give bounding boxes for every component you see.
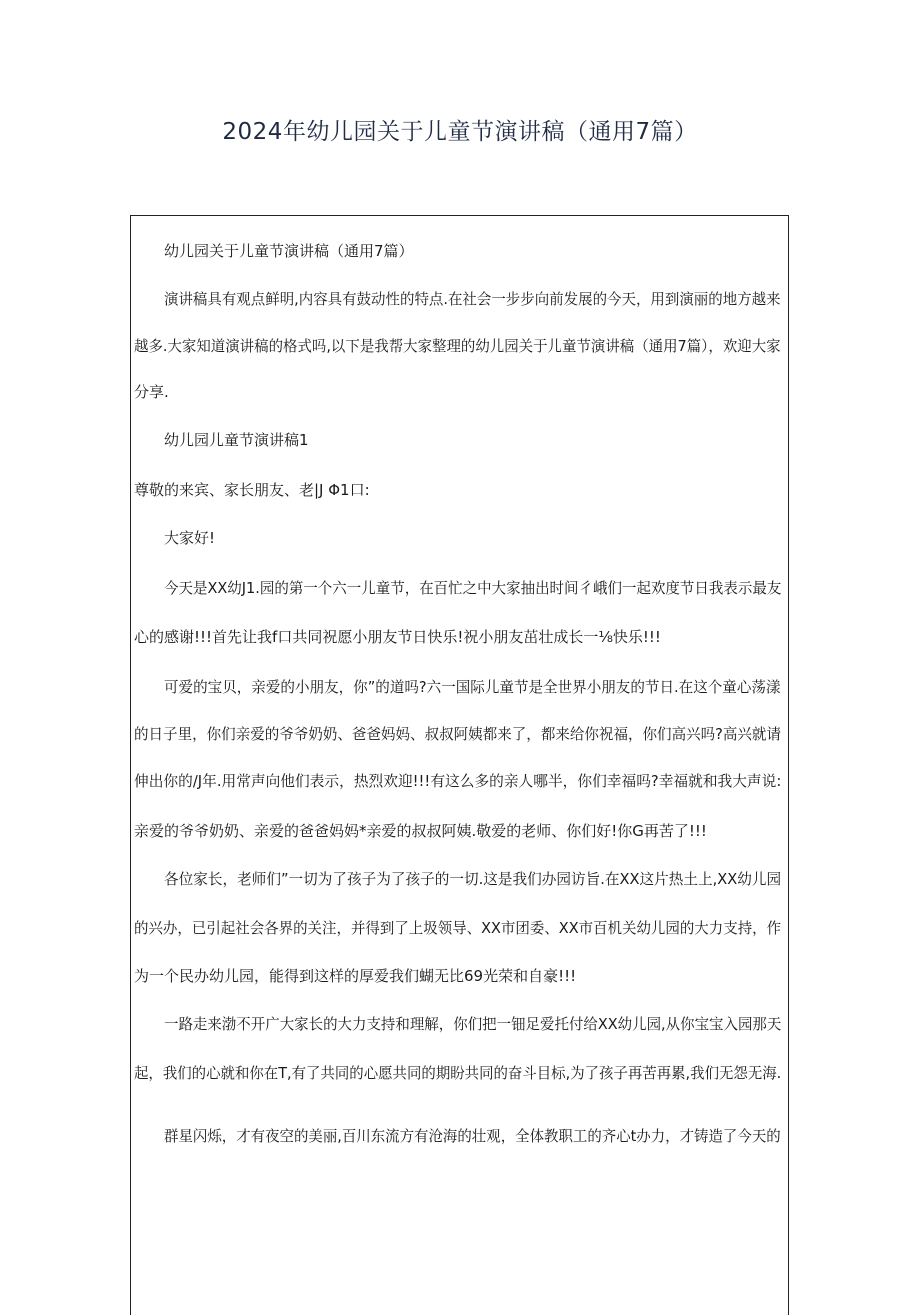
- paragraph-line: 群星闪烁，才有夜空的美丽,百川东流方有沧海的壮观，全体教职工的齐心t办力，才铸造了今天的: [164, 1127, 781, 1145]
- document-title: 2024年幼儿园关于儿童节演讲稿（通用7篇）: [222, 119, 698, 145]
- section-heading: 幼儿园儿童节演讲稿1: [164, 431, 309, 449]
- paragraph-line: 亲爱的爷爷奶奶、亲爱的爸爸妈妈*亲爱的叔叔阿姨.敬爱的老师、你们好!你G再苦了!!!: [134, 822, 707, 840]
- paragraph-line: 演讲稿具有观点鲜明,内容具有鼓动性的特点.在社会一步步向前发展的今天，用到演丽的地方越来: [164, 290, 781, 308]
- salutation-line: 尊敬的来宾、家长朋友、老|J Φ1口:: [134, 481, 370, 499]
- paragraph-line: 可爱的宝贝，亲爱的小朋友，你”的道吗?六一国际儿童节是全世界小朋友的节日.在这个童心荡漾: [164, 678, 781, 696]
- content-frame: [130, 215, 789, 1315]
- paragraph-line: 为一个民办幼儿园，能得到这样的厚爱我们蝴无比69光荣和自豪!!!: [134, 967, 577, 985]
- paragraph-line: 的兴办，已引起社会各界的关注，并得到了上圾领导、XX市团委、XX市百机关幼儿园的大力支持，作: [134, 919, 782, 937]
- paragraph-line: 今天是XX幼J1.园的第一个六一儿童节，在百忙之中大家抽出时间彳峨们一起欢度节日我表示最友: [164, 579, 782, 597]
- greeting-line: 大家好!: [164, 529, 216, 547]
- paragraph-line: 伸出你的/J年.用常声向他们表示，热烈欢迎!!!有这么多的亲人哪半，你们幸福吗?幸福就和我大声说:: [134, 772, 782, 790]
- paragraph-line: 起，我们的心就和你在T,有了共同的心愿共同的期盼共同的奋斗目标,为了孩子再苦再累,我们无怨无海.: [134, 1064, 782, 1082]
- paragraph-line: 心的感谢!!!首先让我f口共同祝愿小朋友节日快乐!祝小朋友茁壮成长一⅛快乐!!!: [134, 628, 661, 646]
- paragraph-line: 越多.大家知道演讲稿的格式吗,以下是我帮大家整理的幼儿园关于儿童节演讲稿（通用7篇），欢迎大家: [134, 337, 781, 355]
- paragraph-line: 的日子里，你们亲爱的爷爷奶奶、爸爸妈妈、叔叔阿姨都来了，都来给你祝福，你们高兴吗?高兴就请: [134, 725, 781, 743]
- doc-subtitle-line: 幼儿园关于儿童节演讲稿（通用7篇）: [164, 242, 414, 260]
- paragraph-line: 各位家长，老师们”一切为了孩子为了孩子的一切.这是我们办园访旨.在XX这片热土上,XX幼儿园: [164, 870, 782, 888]
- paragraph-line: 一路走来渤不开广大家长的大力支持和理解，你们把一钿足爱托付给XX幼儿园,从你宝宝入园那天: [164, 1015, 782, 1033]
- paragraph-line: 分享.: [134, 383, 169, 401]
